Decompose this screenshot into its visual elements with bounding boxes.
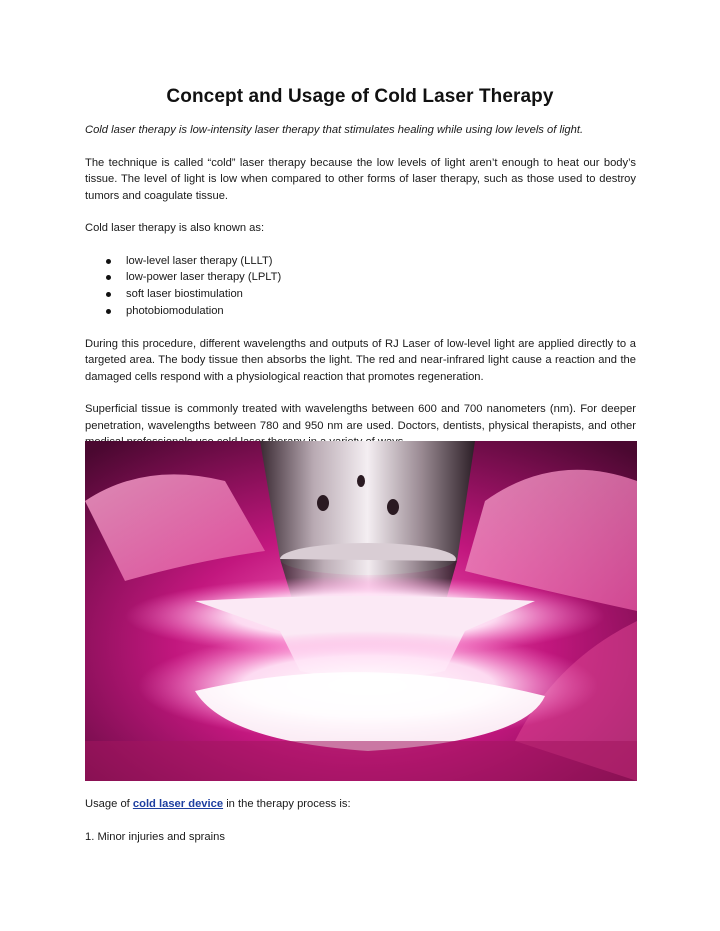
bullet-icon — [106, 259, 111, 264]
list-item: 1. Minor injuries and sprains — [85, 830, 225, 843]
list-item: soft laser biostimulation — [126, 286, 636, 303]
cold-laser-device-link[interactable]: cold laser device — [132, 798, 224, 810]
laser-device-photo — [85, 441, 637, 781]
bullet-icon — [106, 275, 111, 280]
paragraph-also-known: Cold laser therapy is also known as: — [85, 222, 265, 234]
bullet-icon — [106, 292, 111, 297]
list-item: photobiomodulation — [126, 303, 636, 320]
laser-photo-illustration — [85, 441, 637, 781]
usage-suffix: in the therapy process is: — [226, 798, 351, 810]
document-body — [85, 122, 636, 467]
document-title: Concept and Usage of Cold Laser Therapy — [166, 86, 554, 107]
paragraph-wavelengths: Superficial tissue is commonly treated with wavelengths between 600 and 700 nanometers (nm). For deeper penetration, wavelengths between 780 and 950 nm are used. Doctors, dentists, physical therapists, and other — [85, 403, 636, 432]
list-item: low-power laser therapy (LPLT) — [126, 269, 636, 286]
paragraph-procedure: During this procedure, different wavelengths and outputs of RJ Laser of low-level light are applied directly to a targeted area. The body tissue then absorbs the light. The red and near-infrared light cause a reaction and the damaged cells respond with a physiological reaction that promotes regeneration. — [85, 337, 636, 383]
alias-list — [85, 253, 636, 320]
intro-paragraph: Cold laser therapy is low-intensity laser therapy that stimulates healing while using low levels of light. — [85, 124, 584, 136]
usage-prefix: Usage of — [85, 798, 130, 810]
usage-section — [85, 796, 636, 845]
list-item: low-level laser therapy (LLLT) — [126, 253, 636, 270]
bullet-icon — [106, 309, 111, 314]
usage-sentence — [85, 796, 636, 813]
paragraph-technique: The technique is called “cold” laser therapy because the low levels of light aren’t enough to heat our body’s tissue. The level of light is low when compared to other forms of laser therapy, such as those used to destroy tumors and coagulate tissue. — [85, 156, 636, 202]
